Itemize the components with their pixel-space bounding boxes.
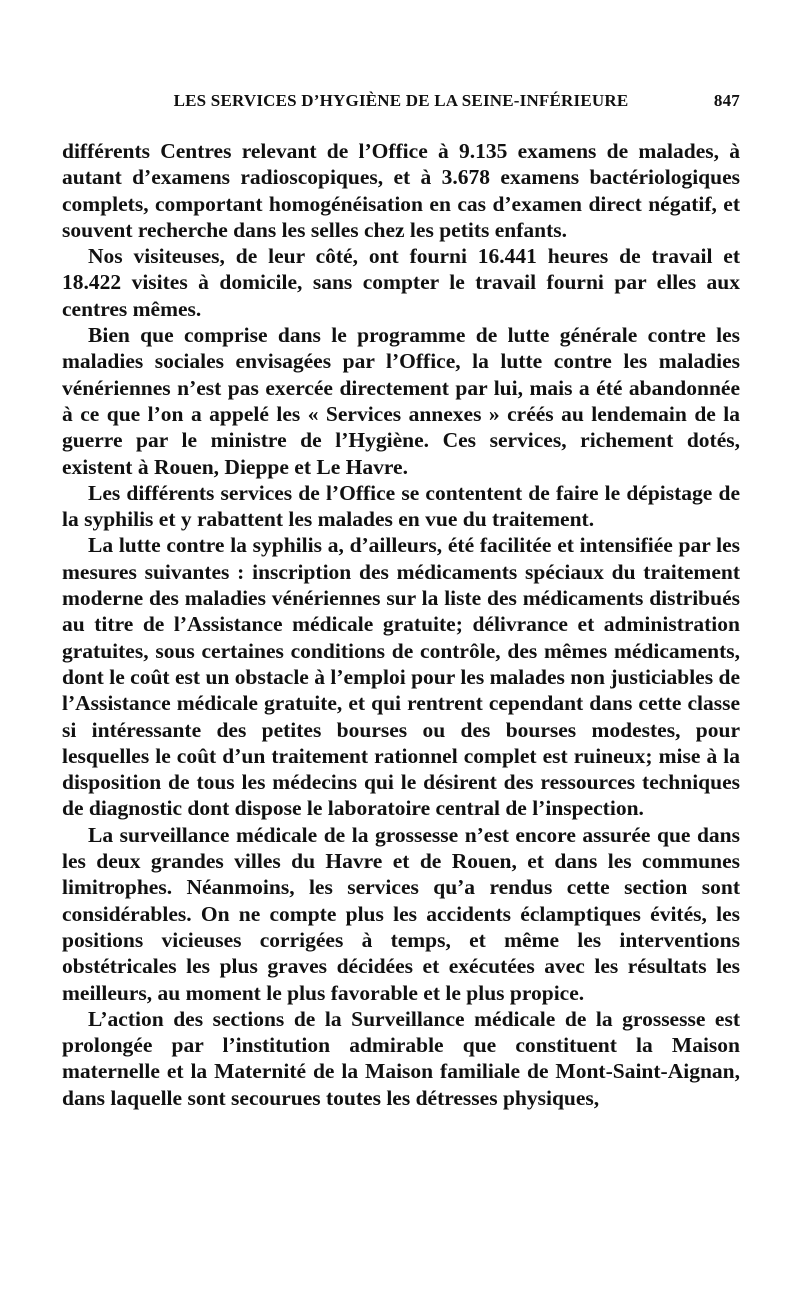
running-head <box>62 91 740 115</box>
paragraph-syphilis-screening: Les différents services de l’Office se contentent de faire le dépistage de la syphilis et y rabattent les malades en vue du traitement. <box>62 480 740 532</box>
paragraph-venereal-disease-services: Bien que comprise dans le programme de lutte générale contre les maladies sociales envisagées par l’Office, la lutte contre les maladies vénériennes n’est pas exercée directement par lui, mais a été abandonnée à ce que l’on a appelé les « Services annexes » créés au lendemain de la guerre par le ministre de l’Hygiène. Ces services, richement dotés, existent à Rouen, Dieppe et Le Havre. <box>62 323 740 479</box>
page-number: 847 <box>713 91 740 110</box>
paragraph-exam-statistics: différents Centres relevant de l’Office à 9.135 examens de malades, à autant d’examens radioscopiques, et à 3.678 examens bactériologiques complets, comportant homogénéisation en cas d’examen direct négatif, et souvent recherche dans les selles chez les petits enfants. <box>62 139 740 242</box>
paragraph-maternity-institution: L’action des sections de la Surveillance médicale de la grossesse est prolongée par l’institution admirable que constituent la Maison maternelle et la Maternité de la Maison familiale de Mont-Saint-Aignan, dans laquelle sont secourues toutes les détresses physiques, <box>62 1006 740 1110</box>
paragraph-syphilis-measures: La lutte contre la syphilis a, d’ailleurs, été facilitée et intensifiée par les mesures suivantes : inscription des médicaments spéciaux du traitement moderne des maladies vénériennes sur la liste des médicaments distribués au titre de l’Assistance médicale gratuite; délivrance et administration gratuites, sous certaines conditions de contrôle, des mêmes médicaments, dont le coût est un obstacle à l’emploi pour les malades non justiciables de l’Assistance médicale gratuite, et qui rentrent cependant dans cette classe si intéressante des petites bourses ou des bourses modestes, pour lesquelles le coût d’un traitement rationnel complet est ruineux; mise à la disposition de tous les médecins qui le désirent des ressources techniques de diagnostic dont dispose le laboratoire central de l’inspection. <box>62 533 740 821</box>
running-title: LES SERVICES D’HYGIÈNE DE LA SEINE-INFÉRIEURE <box>173 91 629 110</box>
paragraph-visitor-statistics: Nos visiteuses, de leur côté, ont fourni 16.441 heures de travail et 18.422 visites à domicile, sans compter le travail fourni par elles aux centres mêmes. <box>62 244 740 321</box>
body-text <box>62 138 740 1111</box>
paragraph-pregnancy-surveillance: La surveillance médicale de la grossesse n’est encore assurée que dans les deux grandes villes du Havre et de Rouen, et dans les communes limitrophes. Néanmoins, les services qu’a rendus cette section sont considérables. On ne compte plus les accidents éclamptiques évités, les positions vicieuses corrigées à temps, et même les interventions obstétricales les plus graves décidées et exécutées avec les résultats les meilleurs, au moment le plus favorable et le plus propice. <box>62 822 740 1005</box>
